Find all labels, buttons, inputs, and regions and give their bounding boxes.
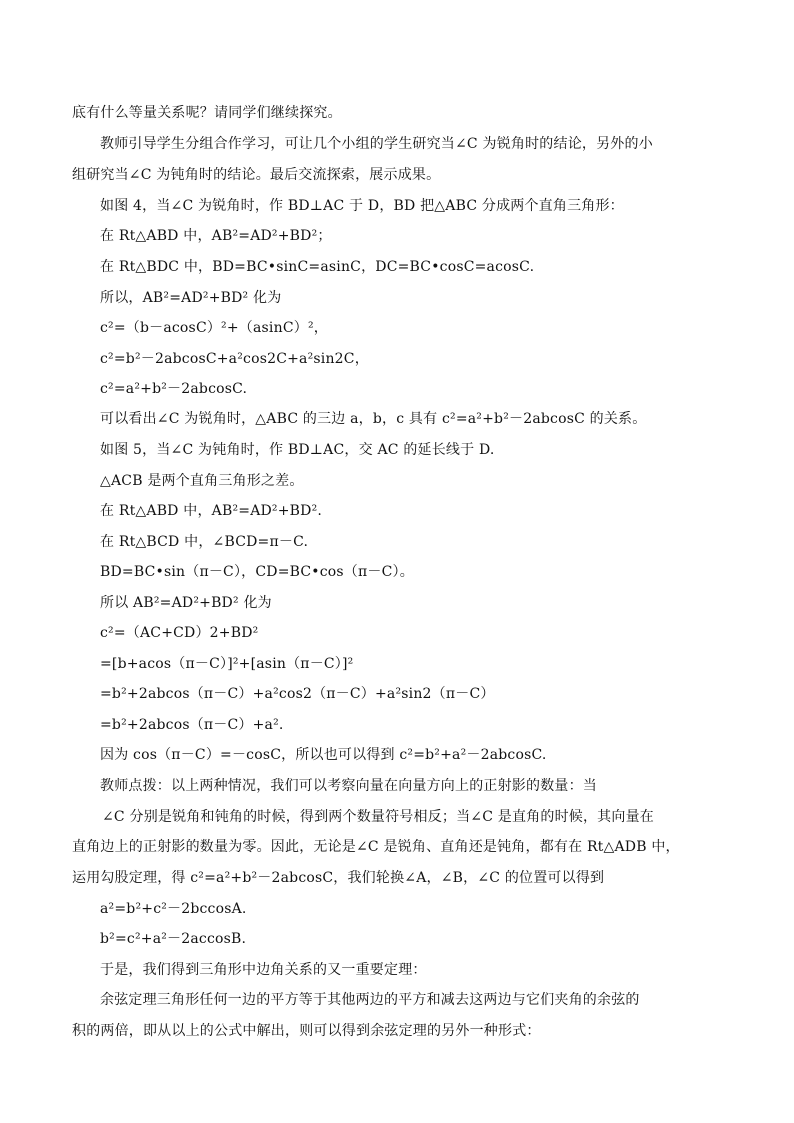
text-line: c²=（b－acosC）²+（asinC）²， <box>100 320 328 336</box>
text-line: 因为 cos（π－C）=－cosC，所以也可以得到 c²=b²+a²－2abcosC. <box>100 747 547 763</box>
text-line: 运用勾股定理，得 c²=a²+b²－2abcosC，我们轮换∠A，∠B，∠C 的位置可以得到 <box>72 870 605 886</box>
text-line: 组研究当∠C 为钝角时的结论。最后交流探索，展示成果。 <box>72 167 441 183</box>
text-line: c²=（AC+CD）2+BD² <box>100 625 259 641</box>
text-line: c²=b²－2abcosC+a²cos2C+a²sin2C， <box>100 351 369 367</box>
text-line: 如图 5，当∠C 为钝角时，作 BD⊥AC，交 AC 的延长线于 D. <box>100 442 495 458</box>
text-line: =b²+2abcos（π－C）+a²cos2（π－C）+a²sin2（π－C） <box>100 686 495 702</box>
text-line: 底有什么等量关系呢？请同学们继续探究。 <box>72 105 342 121</box>
text-line: 直角边上的正射影的数量为零。因此，无论是∠C 是锐角、直角还是钝角，都有在 Rt△ADB 中， <box>72 839 680 855</box>
text-line: 教师引导学生分组合作学习，可让几个小组的学生研究当∠C 为锐角时的结论，另外的小 <box>100 136 653 152</box>
text-line: b²=c²+a²－2accosB. <box>100 931 247 947</box>
text-line: △ACB 是两个直角三角形之差。 <box>100 473 304 489</box>
text-line: 可以看出∠C 为锐角时，△ABC 的三边 a，b，c 具有 c²=a²+b²－2abcosC 的关系。 <box>100 411 647 427</box>
text-line: 在 Rt△BCD 中，∠BCD=π－C. <box>100 534 309 550</box>
text-line: =[b+acos（π－C）]²+[asin（π－C）]² <box>100 656 354 672</box>
text-line: 在 Rt△ABD 中，AB²=AD²+BD²； <box>100 228 332 244</box>
text-line: c²=a²+b²－2abcosC. <box>100 381 248 397</box>
text-line: =b²+2abcos（π－C）+a². <box>100 717 284 733</box>
text-line: 在 Rt△ABD 中，AB²=AD²+BD². <box>100 503 323 519</box>
text-line: BD=BC•sin（π－C），CD=BC•cos（π－C）。 <box>100 564 414 580</box>
text-line: 在 Rt△BDC 中，BD=BC•sinC=asinC，DC=BC•cosC=acosC. <box>100 259 535 275</box>
text-line: 余弦定理三角形任何一边的平方等于其他两边的平方和减去这两边与它们夹角的余弦的 <box>100 992 640 1008</box>
text-line: 积的两倍，即从以上的公式中解出，则可以得到余弦定理的另外一种形式： <box>72 1023 541 1039</box>
text-line: 如图 4，当∠C 为锐角时，作 BD⊥AC 于 D，BD 把△ABC 分成两个直角三角形： <box>100 198 624 214</box>
text-line: 所以，AB²=AD²+BD² 化为 <box>100 290 282 306</box>
text-line: 教师点拨：以上两种情况，我们可以考察向量在向量方向上的正射影的数量：当 <box>100 778 597 794</box>
text-line: ∠C 分别是锐角和钝角的时候，得到两个数量符号相反；当∠C 是直角的时候，其向量在 <box>102 809 654 825</box>
text-line: a²=b²+c²－2bccosA. <box>100 901 247 917</box>
text-line: 所以 AB²=AD²+BD² 化为 <box>100 595 272 611</box>
text-line: 于是，我们得到三角形中边角关系的又一重要定理： <box>100 962 427 978</box>
